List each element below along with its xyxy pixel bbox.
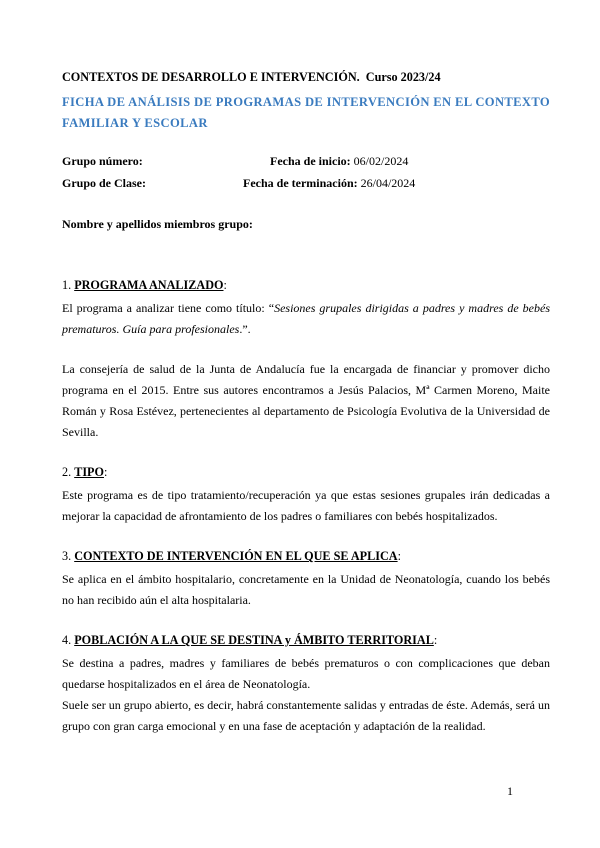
section-3-heading: 3. CONTEXTO DE INTERVENCIÓN EN EL QUE SE APLICA: <box>62 549 401 563</box>
section-2-heading: 2. TIPO: <box>62 465 108 479</box>
header-title: CONTEXTOS DE DESARROLLO E INTERVENCIÓN. <box>62 70 360 84</box>
section-number: 1. <box>62 278 72 292</box>
paragraph-text: El programa a analizar tiene como título: “ <box>62 301 275 315</box>
section-title: CONTEXTO DE INTERVENCIÓN EN EL QUE SE APLICA <box>74 549 398 563</box>
section-1-paragraph-1 <box>62 298 550 340</box>
document-header <box>62 70 441 85</box>
members-label: Nombre y apellidos miembros grupo: <box>62 217 253 231</box>
section-number: 3. <box>62 549 72 563</box>
section-title: POBLACIÓN A LA QUE SE DESTINA y ÁMBITO TERRITORIAL <box>74 633 434 647</box>
section-number: 4. <box>62 633 72 647</box>
end-date-value: 26/04/2024 <box>360 176 416 190</box>
section-4-paragraph-1: Se destina a padres, madres y familiares de bebés prematuros o con complicaciones que deban quedarse hospitalizados en el área de Neonatología. <box>62 656 550 691</box>
start-date-value: 06/02/2024 <box>353 154 409 168</box>
group-class-label: Grupo de Clase: <box>62 176 146 190</box>
section-number: 2. <box>62 465 72 479</box>
section-1-heading: 1. PROGRAMA ANALIZADO: <box>62 278 227 292</box>
page-number: 1 <box>507 784 513 798</box>
section-3-paragraph-1: Se aplica en el ámbito hospitalario, concretamente en la Unidad de Neonatología, cuando los bebés no han recibido aún el alta hospitalaria. <box>62 572 550 607</box>
end-date-label: Fecha de terminación: <box>243 176 358 190</box>
section-4-paragraph-2: Suele ser un grupo abierto, es decir, habrá constantemente salidas y entradas de éste. Además, será un grupo con gran carga emocional y en una fase de aceptación y adaptación de la realidad. <box>62 698 550 733</box>
section-title: PROGRAMA ANALIZADO <box>74 278 224 292</box>
program-title: Sesiones grupales dirigidas a padres y madres de bebés prematuros. Guía para profesionales <box>62 301 551 336</box>
start-date <box>270 154 408 169</box>
document-subtitle: FICHA DE ANÁLISIS DE PROGRAMAS DE INTERVENCIÓN EN EL CONTEXTO FAMILIAR Y ESCOLAR <box>62 95 550 130</box>
end-date <box>243 176 415 191</box>
section-1-paragraph-2: La consejería de salud de la Junta de Andalucía fue la encargada de financiar y promover dicho programa en el 2015. Entre sus autores encontramos a Jesús Palacios, Mª Carmen Moreno, Maite Román y Rosa Estévez, pertenecientes al departamento de Psicología Evolutiva de la Universidad de Sevilla. <box>62 362 550 439</box>
group-number-label: Grupo número: <box>62 154 143 168</box>
header-course: Curso 2023/24 <box>365 70 441 84</box>
section-title: TIPO <box>74 465 104 479</box>
start-date-label: Fecha de inicio: <box>270 154 351 168</box>
section-2-paragraph-1: Este programa es de tipo tratamiento/recuperación ya que estas sesiones grupales irán dedicadas a mejorar la capacidad de afrontamiento de los padres o familiares con bebés hospitalizados. <box>62 488 550 523</box>
paragraph-text: .”. <box>239 322 251 336</box>
section-4-heading: 4. POBLACIÓN A LA QUE SE DESTINA y ÁMBITO TERRITORIAL: <box>62 633 438 647</box>
